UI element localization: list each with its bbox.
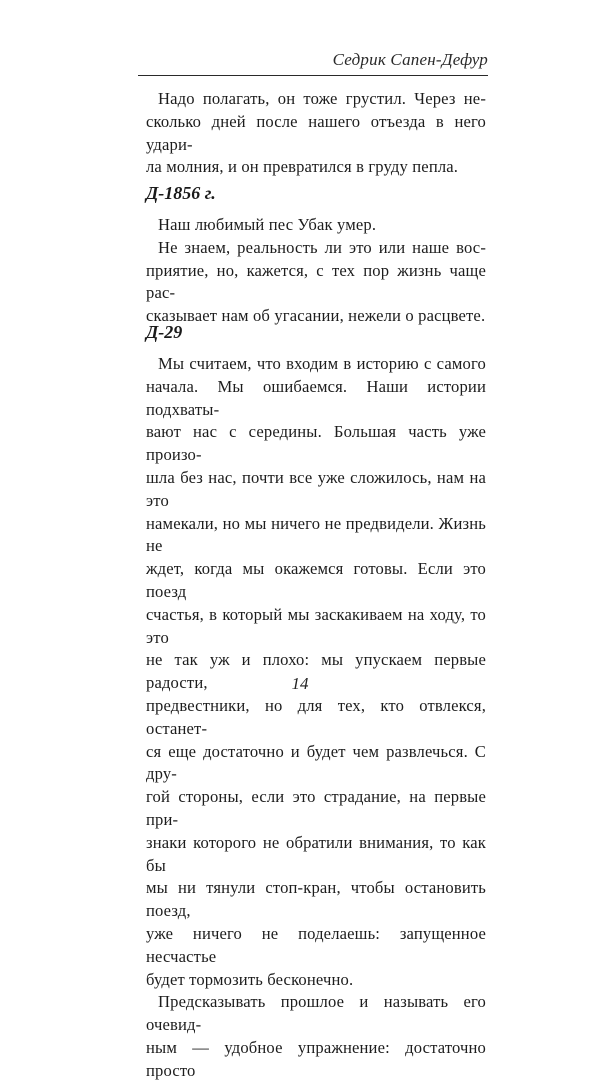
text-line: уже ничего не поделаешь: запущенное несчастье (146, 923, 486, 966)
section2-body (146, 353, 486, 1083)
text-line: не так уж и плохо: мы упускаем первые радости, (146, 650, 486, 693)
text-line: сказывает нам об угасании, нежели о расцвете. (146, 306, 486, 326)
section-heading-d1856: Д-1856 г. (146, 183, 216, 203)
section1-body (146, 214, 486, 328)
header-rule (138, 75, 488, 76)
text-line: приятие, но, кажется, с тех пор жизнь чаще рас- (146, 260, 486, 303)
text-line: вают нас с середины. Большая часть уже произо- (146, 422, 486, 465)
text-line: знаки которого не обратили внимания, то как бы (146, 832, 486, 875)
text-line: Предсказывать прошлое и называть его очевид- (146, 992, 486, 1035)
page-number: 14 (291, 674, 309, 693)
section1-paragraph-1 (146, 214, 486, 237)
text-line: мы ни тянули стоп-кран, чтобы остановить поезд, (146, 878, 486, 921)
text-line: гой стороны, если это страдание, на первые при- (146, 787, 486, 829)
text-line: ся еще достаточно и будет чем развлечься. С дру- (146, 741, 486, 784)
text-line: Наш любимый пес Убак умер. (158, 215, 377, 234)
text-line: Мы считаем, что входим в историю с самого (158, 354, 486, 373)
section-heading-d29: Д-29 (146, 322, 183, 342)
section2-paragraph-1 (146, 353, 486, 991)
text-line: будет тормозить бесконечно. (146, 969, 354, 989)
intro-paragraph (146, 88, 486, 179)
text-line: шла без нас, почти все уже сложилось, нам на это (146, 467, 486, 510)
section2-paragraph-2 (146, 991, 486, 1082)
text-line: ждет, когда мы окажемся готовы. Если это поезд (146, 559, 486, 601)
running-header-author: Седрик Сапен-Дефур (332, 50, 488, 69)
text-line: Не знаем, реальность ли это или наше вос- (158, 237, 486, 257)
text-line: сколько дней после нашего отъезда в него удари- (146, 111, 486, 154)
text-line: предвестники, но для тех, кто отвлекся, останет- (146, 695, 486, 738)
text-line: Надо полагать, он тоже грустил. Через не- (158, 89, 486, 108)
text-line: намекали, но мы ничего не предвидели. Жизнь не (146, 513, 486, 556)
text-line: ла молния, и он превратился в груду пепла. (146, 157, 459, 177)
intro-text (146, 88, 486, 179)
text-line: начала. Мы ошибаемся. Наши истории подхваты- (146, 376, 486, 419)
section1-paragraph-2 (146, 237, 486, 328)
text-line: ным — удобное упражнение: достаточно просто (146, 1037, 486, 1080)
text-line: счастья, в который мы заскакиваем на ходу, то это (146, 604, 486, 647)
